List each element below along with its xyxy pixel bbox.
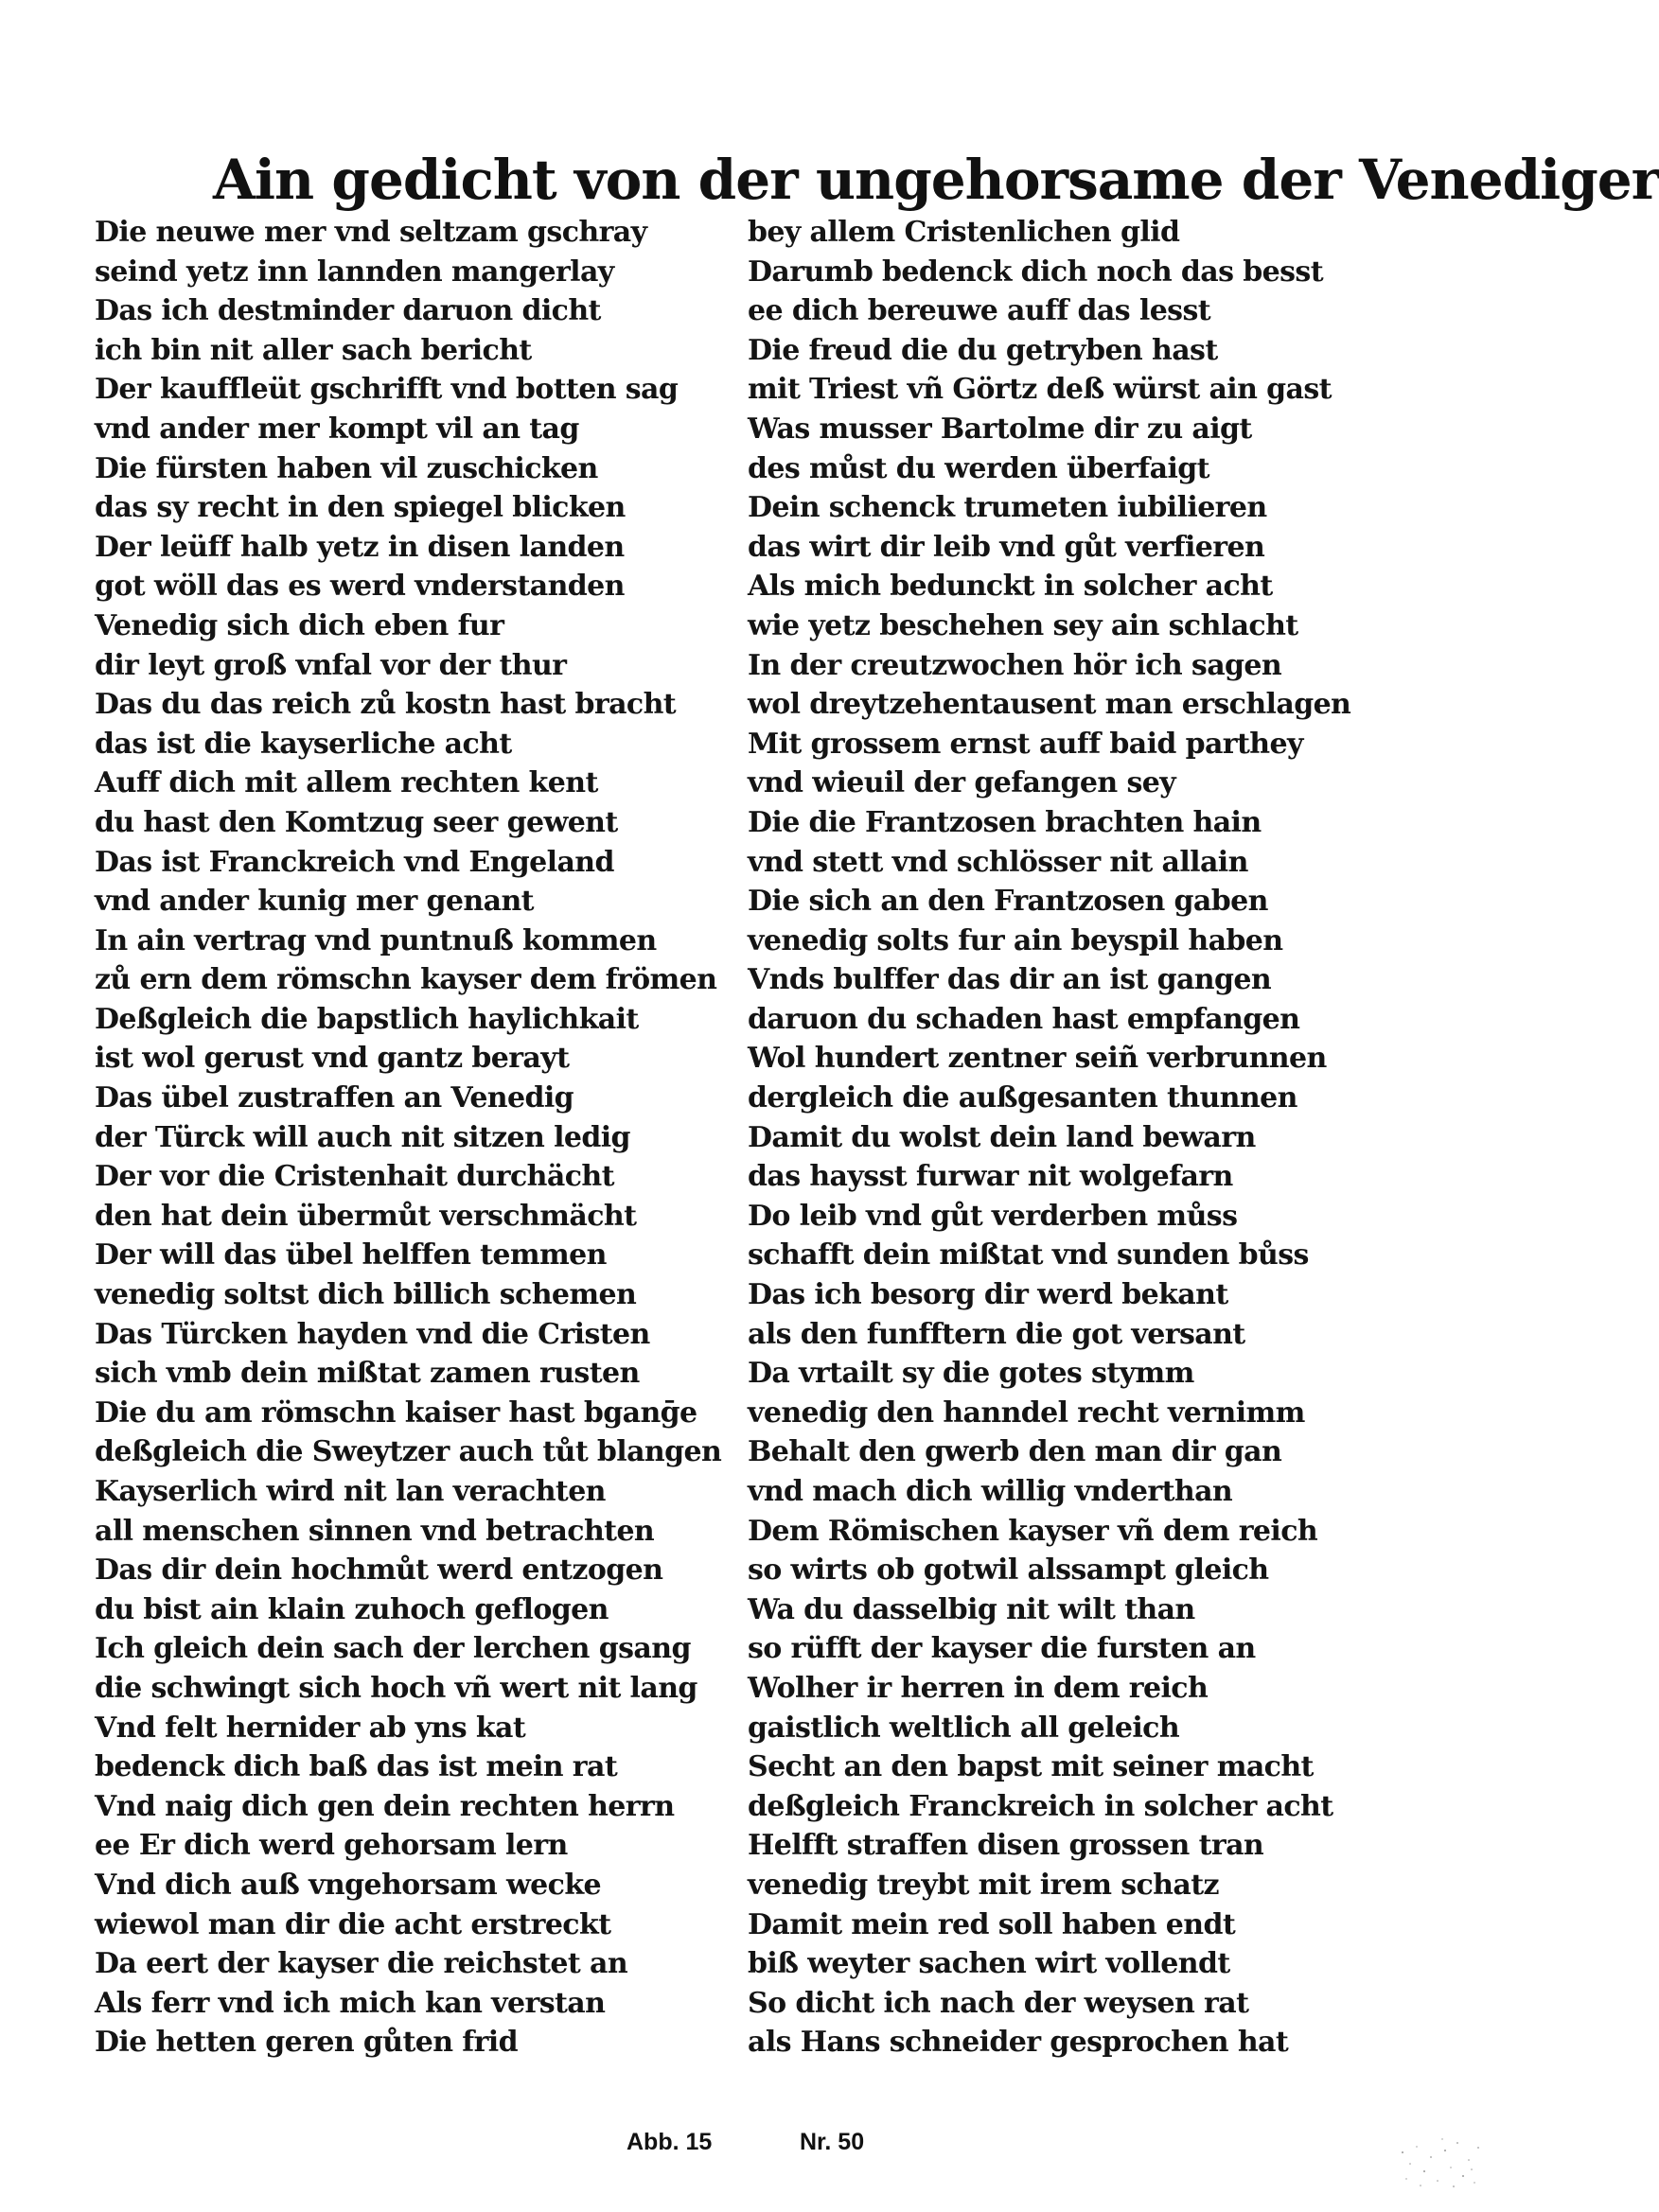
left-verse-line: den hat dein übermůt verschmächt [95,1199,637,1233]
right-verse-line: So dicht ich nach der weysen rat [748,1986,1249,2020]
left-verse-line: Vnd naig dich gen dein rechten herrn [95,1789,675,1823]
right-verse-line: wie yetz beschehen sey ain schlacht [748,608,1298,642]
right-verse-line: das wirt dir leib vnd gůt verfieren [748,530,1265,564]
right-verse-line: Mit grossem ernst auff baid parthey [748,727,1303,761]
figure-label: Abb. 15 [627,2129,713,2155]
left-verse-line: vnd ander kunig mer genant [95,885,534,919]
right-verse-line: vnd wieuil der gefangen sey [748,766,1176,800]
number-label: Nr. 50 [800,2129,865,2155]
left-verse-line: du hast den Komtzug seer gewent [95,805,618,839]
left-verse-line: Der kauffleüt gschrifft vnd botten sag [95,373,679,407]
right-verse-line: des můst du werden überfaigt [748,451,1209,485]
right-verse-line: gaistlich weltlich all geleich [748,1711,1180,1745]
left-verse-line: Die du am römschn kaiser hast bganḡe [95,1396,697,1430]
right-verse-line: schafft dein mißtat vnd sunden bůss [748,1238,1309,1273]
right-verse-line: Wolher ir herren in dem reich [748,1671,1209,1705]
left-verse-line: seind yetz inn lannden mangerlay [95,255,614,289]
right-verse-line: Die freud die du getryben hast [748,333,1218,367]
right-verse-line: vnd mach dich willig vnderthan [748,1475,1233,1508]
left-verse-line: bedenck dich baß das ist mein rat [95,1750,618,1784]
left-verse-line: Auff dich mit allem rechten kent [95,766,598,800]
right-verse-line: Wol hundert zentner seiñ verbrunnen [748,1042,1327,1076]
left-verse-line: Kayserlich wird nit lan verachten [95,1475,606,1508]
left-verse-line: Der leüff halb yetz in disen landen [95,530,625,564]
left-verse-line: Die fürsten haben vil zuschicken [95,451,598,485]
right-verse-line: Helfft straffen disen grossen tran [748,1829,1264,1863]
right-verse-line: vnd stett vnd schlösser nit allain [748,845,1248,879]
right-verse-line: so rüfft der kayser die fursten an [748,1632,1256,1666]
left-verse-line: In ain vertrag vnd puntnuß kommen [95,923,657,957]
right-verse-line: In der creutzwochen hör ich sagen [748,648,1282,682]
right-verse-line: bey allem Cristenlichen glid [748,216,1180,249]
right-verse-line: Die sich an den Frantzosen gaben [748,885,1268,919]
left-verse-line: ist wol gerust vnd gantz berayt [95,1042,570,1076]
right-verse-line: als den funfftern die got versant [748,1317,1245,1351]
left-verse-line: das ist die kayserliche acht [95,727,512,761]
right-verse-line: ee dich bereuwe auff das lesst [748,294,1211,328]
right-verse-line: Damit du wolst dein land bewarn [748,1120,1256,1154]
left-verse-line: sich vmb dein mißtat zamen rusten [95,1357,640,1391]
right-verse-line: Was musser Bartolme dir zu aigt [748,412,1252,446]
right-column [748,213,1410,2063]
left-verse-line: Das übel zustraffen an Venedig [95,1081,574,1115]
left-verse-line: got wöll das es werd vnderstanden [95,570,625,604]
left-verse-line: Als ferr vnd ich mich kan verstan [95,1986,606,2020]
left-verse-line: ich bin nit aller sach bericht [95,333,532,367]
left-verse-line: Ich gleich dein sach der lerchen gsang [95,1632,691,1666]
right-verse-line: Wa du dasselbig nit wilt than [748,1592,1195,1626]
right-verse-line: daruon du schaden hast empfangen [748,1002,1300,1036]
left-verse-line: Der vor die Cristenhait durchächt [95,1160,614,1194]
left-verse-line: dir leyt groß vnfal vor der thur [95,648,567,682]
left-verse-line: Das dir dein hochmůt werd entzogen [95,1554,663,1588]
left-verse-line: das sy recht in den spiegel blicken [95,491,626,525]
right-verse-line: Do leib vnd gůt verderben můss [748,1199,1238,1233]
right-verse-line: das haysst furwar nit wolgefarn [748,1160,1233,1194]
right-verse-line: als Hans schneider gesprochen hat [748,2026,1289,2060]
right-verse-line: deßgleich Franckreich in solcher acht [748,1789,1333,1823]
left-verse-line: du bist ain klain zuhoch geflogen [95,1592,609,1626]
left-verse-line: Die neuwe mer vnd seltzam gschray [95,216,647,249]
right-verse-line: venedig den hanndel recht vernimm [748,1396,1305,1430]
left-verse-line: deßgleich die Sweytzer auch tůt blangen [95,1435,722,1469]
left-verse-line: Vnd dich auß vngehorsam wecke [95,1868,601,1902]
left-verse-line: Vnd felt hernider ab yns kat [95,1711,526,1745]
left-verse-line: ee Er dich werd gehorsam lern [95,1829,568,1863]
right-verse-line: Da vrtailt sy die gotes stymm [748,1357,1194,1391]
left-verse-line: venedig soltst dich billich schemen [95,1278,637,1312]
right-verse-line: Dein schenck trumeten iubilieren [748,491,1267,525]
right-verse-line: venedig solts fur ain beyspil haben [748,923,1283,957]
right-verse-line: Dem Römischen kayser vñ dem reich [748,1514,1318,1548]
left-verse-line: die schwingt sich hoch vñ wert nit lang [95,1671,697,1705]
right-verse-line: Das ich besorg dir werd bekant [748,1278,1228,1312]
poem-title: Ain gedicht von der ungehorsame der Venediger [213,148,1659,212]
scan-speckle-decoration [1393,2133,1483,2190]
right-verse-line: so wirts ob gotwil alssampt gleich [748,1554,1269,1588]
left-verse-line: Die hetten geren gůten frid [95,2026,518,2060]
left-verse-line: zů ern dem römschn kayser dem frömen [95,963,717,997]
left-verse-line: Da eert der kayser die reichstet an [95,1947,628,1981]
left-verse-line: Das ich destminder daruon dicht [95,294,601,328]
left-verse-line: all menschen sinnen vnd betrachten [95,1514,655,1548]
left-verse-line: vnd ander mer kompt vil an tag [95,412,579,446]
right-verse-line: Secht an den bapst mit seiner macht [748,1750,1314,1784]
left-verse-line: Das ist Franckreich vnd Engeland [95,845,614,879]
left-verse-line: Venedig sich dich eben fur [95,608,504,642]
right-verse-line: dergleich die außgesanten thunnen [748,1081,1297,1115]
left-verse-line: der Türck will auch nit sitzen ledig [95,1120,630,1154]
right-verse-line: Die die Frantzosen brachten hain [748,805,1262,839]
left-verse-line: Das du das reich zů kostn hast bracht [95,688,677,722]
right-verse-line: biß weyter sachen wirt vollendt [748,1947,1230,1981]
right-verse-line: Damit mein red soll haben endt [748,1907,1236,1941]
left-verse-line: Der will das übel helffen temmen [95,1238,607,1273]
left-verse-line: Das Türcken hayden vnd die Cristen [95,1317,650,1351]
right-verse-line: Darumb bedenck dich noch das besst [748,255,1323,289]
left-verse-line: wiewol man dir die acht erstreckt [95,1907,611,1941]
right-verse-line: Als mich bedunckt in solcher acht [748,570,1273,604]
left-verse-line: Deßgleich die bapstlich haylichkait [95,1002,639,1036]
left-column [95,213,757,2063]
right-verse-line: Vnds bulffer das dir an ist gangen [748,963,1272,997]
right-verse-line: wol dreytzehentausent man erschlagen [748,688,1351,722]
right-verse-line: venedig treybt mit irem schatz [748,1868,1219,1902]
right-verse-line: Behalt den gwerb den man dir gan [748,1435,1282,1469]
right-verse-line: mit Triest vñ Görtz deß würst ain gast [748,373,1332,407]
